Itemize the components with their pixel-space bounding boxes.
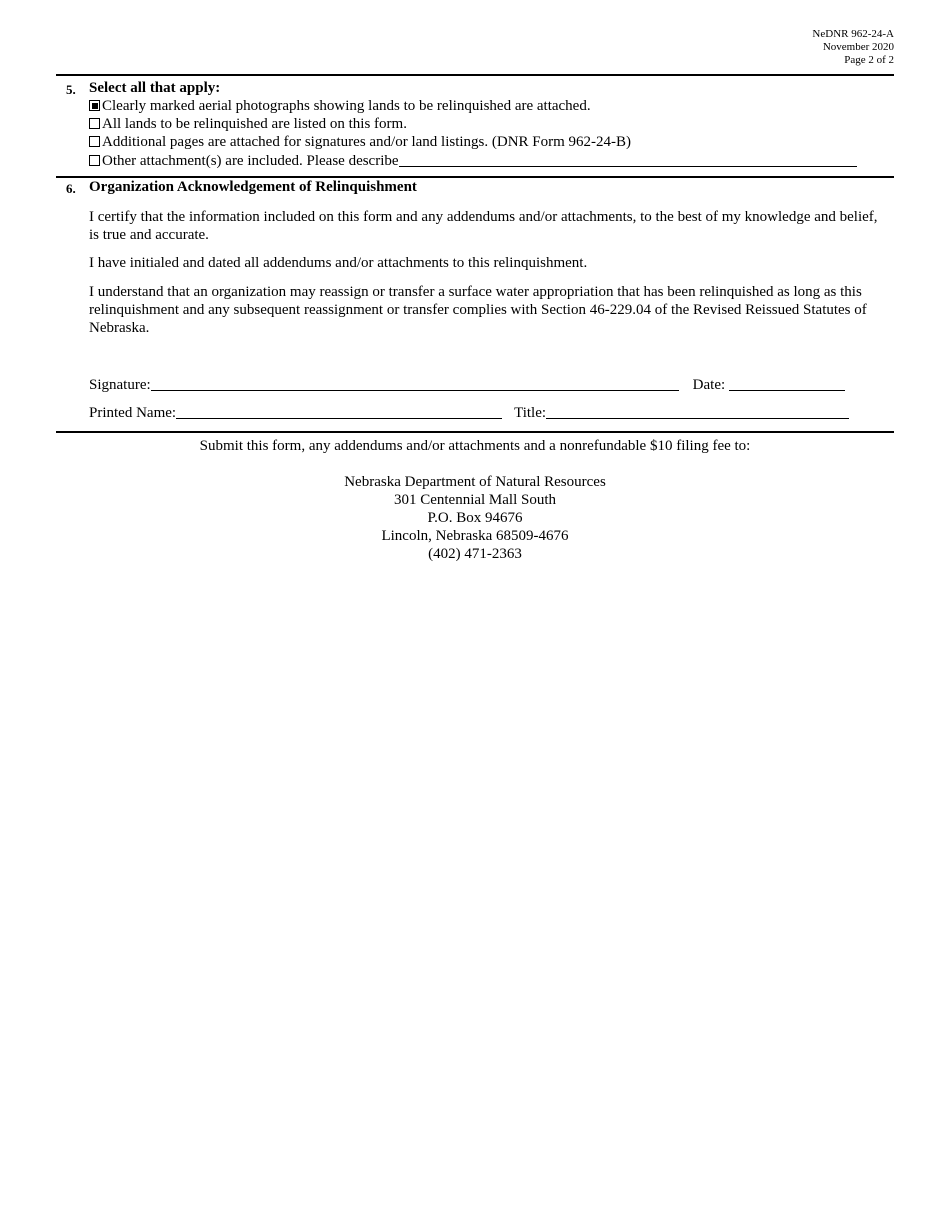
address-city: Lincoln, Nebraska 68509-4676 (381, 528, 569, 544)
page-number: Page 2 of 2 (844, 54, 894, 66)
certification-paragraph: I certify that the information included on this form and any addendums and/or attachments, to the best of my knowledge and belief, is true and accurate. (89, 209, 878, 243)
title-field[interactable] (546, 404, 849, 419)
checkbox[interactable] (89, 118, 100, 129)
option-label: All lands to be relinquished are listed on this form. (102, 116, 407, 132)
signature-field[interactable] (151, 376, 679, 391)
option-label: Additional pages are attached for signatures and/or land listings. (DNR Form 962-24-B) (102, 134, 632, 150)
signature-row (89, 376, 845, 394)
option-other-attachments[interactable] (89, 152, 857, 170)
form-date: November 2020 (822, 41, 894, 53)
option-lands-listed[interactable] (89, 116, 407, 133)
option-additional-pages[interactable] (89, 134, 631, 151)
section-divider (56, 74, 894, 76)
section-6-title: Organization Acknowledgement of Relinquishment (89, 179, 417, 195)
reassignment-paragraph: I understand that an organization may reassign or transfer a surface water appropriation that has been relinquished as long as this relinquishment and any subsequent reassignment or transfer complies with Section 46-229.04 of the Revised Reissued Statutes of Nebraska. (89, 284, 867, 336)
submit-instruction: Submit this form, any addendums and/or attachments and a nonrefundable $10 filing fee to: (199, 438, 751, 454)
address-phone: (402) 471-2363 (428, 546, 522, 562)
form-id: NeDNR 962-24-A (812, 28, 894, 40)
mailing-address (0, 473, 950, 563)
section-6-number: 6. (66, 181, 76, 196)
date-field[interactable] (729, 376, 845, 391)
address-organization: Nebraska Department of Natural Resources (344, 474, 606, 490)
printed-name-label: Printed Name: (89, 405, 177, 421)
signature-label: Signature: (89, 377, 151, 393)
option-label: Clearly marked aerial photographs showing lands to be relinquished are attached. (102, 98, 591, 114)
address-street: 301 Centennial Mall South (393, 492, 557, 508)
initialed-paragraph: I have initialed and dated all addendums and/or attachments to this relinquishment. (89, 255, 588, 271)
form-header (812, 28, 894, 67)
checkbox-checked[interactable] (89, 100, 100, 111)
option-aerial-photographs[interactable] (89, 98, 591, 115)
address-po-box: P.O. Box 94676 (427, 510, 523, 526)
section-5-number: 5. (66, 82, 76, 97)
describe-field[interactable] (399, 152, 857, 167)
printed-name-field[interactable] (176, 404, 502, 419)
checkbox[interactable] (89, 136, 100, 147)
section-divider (56, 176, 894, 178)
section-5-title: Select all that apply: (89, 80, 221, 96)
title-label: Title: (514, 405, 547, 421)
date-label: Date: (692, 377, 726, 393)
printed-name-row (89, 404, 849, 422)
section-divider (56, 431, 894, 433)
option-label: Other attachment(s) are included. Please describe (102, 153, 399, 169)
checkbox[interactable] (89, 155, 100, 166)
